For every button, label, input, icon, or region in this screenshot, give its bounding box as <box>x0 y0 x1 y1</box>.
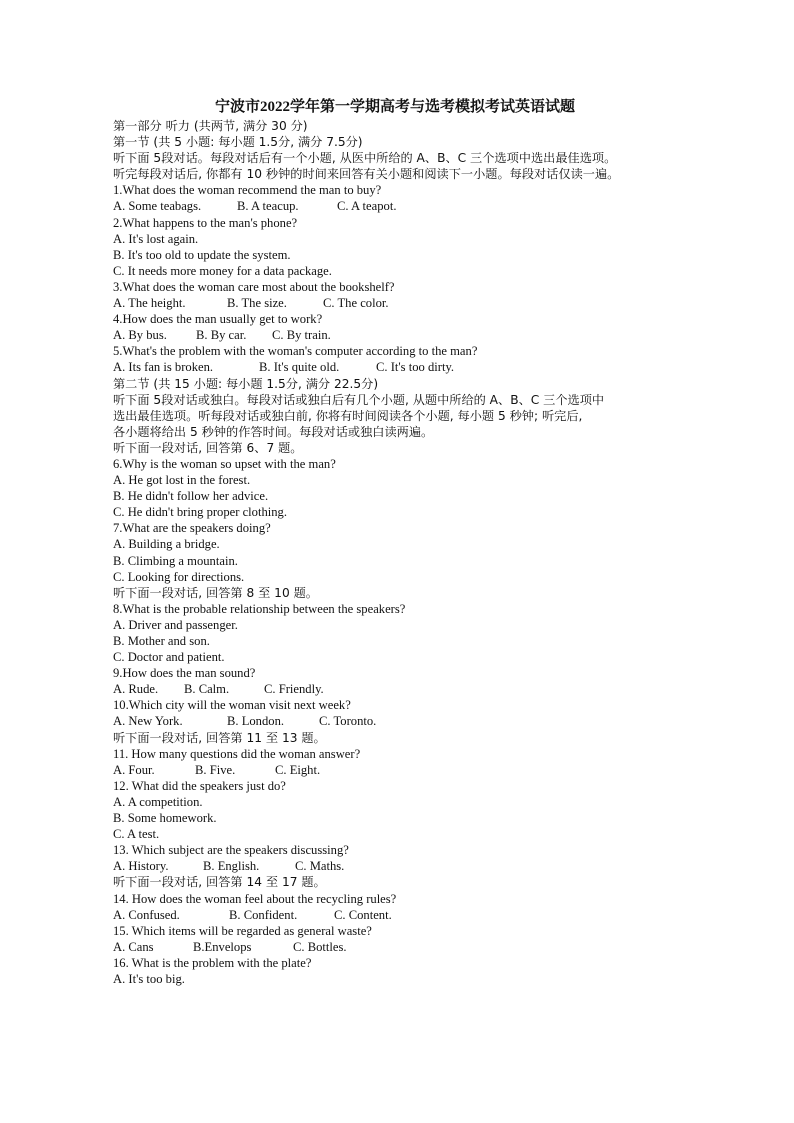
question-12: 12. What did the speakers just do? <box>113 778 286 793</box>
option: B. Mother and son. <box>113 634 210 648</box>
option: B. By car. <box>196 328 247 343</box>
question-11: 11. How many questions did the woman answer? <box>113 746 361 761</box>
option: B. A teacup. <box>237 199 299 214</box>
question-6: 6.Why is the woman so upset with the man? <box>113 456 336 471</box>
option: B. It's quite old. <box>259 360 340 375</box>
question-13: 13. Which subject are the speakers discussing? <box>113 843 349 858</box>
listen-instruction: 听下面一段对话, 回答第 14 至 17 题。 <box>113 875 326 890</box>
option: A. It's too big. <box>113 971 185 986</box>
option: C. It's too dirty. <box>376 360 455 375</box>
question-16: 16. What is the problem with the plate? <box>113 955 312 970</box>
option: A. Confused. <box>113 907 180 922</box>
question-1: 1.What does the woman recommend the man to buy? <box>113 183 382 198</box>
options-row <box>113 295 693 311</box>
option: A. Cans <box>113 939 154 954</box>
option: C. Looking for directions. <box>113 569 245 584</box>
option: A. It's lost again. <box>113 231 199 246</box>
option: B. English. <box>203 859 260 874</box>
question-3: 3.What does the woman care most about the bookshelf? <box>113 279 395 294</box>
option: A. Its fan is broken. <box>113 360 214 375</box>
option: A. Some teabags. <box>113 199 202 214</box>
option: C. Friendly. <box>264 682 324 697</box>
option: A. Building a bridge. <box>113 537 220 552</box>
option: C. Bottles. <box>293 939 347 954</box>
option: B. Calm. <box>184 682 230 697</box>
options-row <box>113 762 693 778</box>
instruction-line: 听下面 5段对话。每段对话后有一个小题, 从医中所给的 A、B、C 三个选项中选出最佳选项。 <box>113 151 617 166</box>
option: B. Climbing a mountain. <box>113 553 238 568</box>
instruction-line: 听完每段对话后, 你都有 10 秒钟的时间来回答有关小题和阅读下一小题。每段对话仅读一遍。 <box>113 167 620 182</box>
option: C. By train. <box>272 328 331 343</box>
section-heading: 第二节 (共 15 小题: 每小题 1.5分, 满分 22.5分) <box>113 376 379 391</box>
option: A. History. <box>113 859 169 874</box>
option: C. It needs more money for a data package. <box>113 263 332 278</box>
question-9: 9.How does the man sound? <box>113 666 256 681</box>
question-8: 8.What is the probable relationship between the speakers? <box>113 601 406 616</box>
option: C. Toronto. <box>319 714 377 729</box>
instruction-line: 各小题将给出 5 秒钟的作答时间。每段对话或独白读两遍。 <box>113 424 434 439</box>
question-5: 5.What's the problem with the woman's computer according to the man? <box>113 344 478 359</box>
instruction-line: 选出最佳选项。听每段对话或独白前, 你将有时间阅读各个小题, 每小题 5 秒钟; 听完后, <box>113 408 583 423</box>
question-15: 15. Which items will be regarded as general waste? <box>113 923 372 938</box>
option: B. Five. <box>195 762 236 777</box>
listen-instruction: 听下面一段对话, 回答第 8 至 10 题。 <box>113 585 318 600</box>
section-heading: 第一节 (共 5 小题: 每小题 1.5分, 满分 7.5分) <box>113 135 363 150</box>
option: B. London. <box>227 714 285 729</box>
option: A. Rude. <box>113 682 159 697</box>
options-row <box>113 858 693 874</box>
exam-title: 宁波市2022学年第一学期高考与选考模拟考试英语试题 <box>214 99 575 115</box>
exam-page <box>113 96 693 987</box>
question-14: 14. How does the woman feel about the recycling rules? <box>113 891 397 906</box>
instruction-line: 听下面 5段对话或独白。每段对话或独白后有几个小题, 从题中所给的 A、B、C 三个选项中 <box>113 392 605 407</box>
option: C. A teapot. <box>337 199 397 214</box>
options-row <box>113 359 693 375</box>
options-row <box>113 713 693 729</box>
option: B. Some homework. <box>113 811 217 826</box>
option: C. A test. <box>113 827 160 842</box>
options-row <box>113 681 693 697</box>
option: C. Maths. <box>295 859 345 874</box>
option: A. Four. <box>113 762 155 777</box>
option: A. By bus. <box>113 328 167 343</box>
option: A. A competition. <box>113 794 203 809</box>
option: A. He got lost in the forest. <box>113 473 251 488</box>
option: C. Eight. <box>275 762 321 777</box>
option: B.Envelops <box>193 939 252 954</box>
option: B. It's too old to update the system. <box>113 247 291 262</box>
options-row <box>113 198 693 214</box>
options-row <box>113 327 693 343</box>
option: A. The height. <box>113 296 186 311</box>
option: A. New York. <box>113 714 183 729</box>
option: A. Driver and passenger. <box>113 617 238 632</box>
option: C. The color. <box>323 296 389 311</box>
options-row <box>113 907 693 923</box>
question-4: 4.How does the man usually get to work? <box>113 312 323 327</box>
question-10: 10.Which city will the woman visit next week? <box>113 698 351 713</box>
options-row <box>113 939 693 955</box>
option: B. He didn't follow her advice. <box>113 489 269 504</box>
option: B. Confident. <box>229 907 298 922</box>
question-7: 7.What are the speakers doing? <box>113 521 271 536</box>
question-2: 2.What happens to the man's phone? <box>113 215 298 230</box>
option: C. Doctor and patient. <box>113 650 225 665</box>
option: C. Content. <box>334 907 392 922</box>
listen-instruction: 听下面一段对话, 回答第 6、7 题。 <box>113 440 303 455</box>
listen-instruction: 听下面一段对话, 回答第 11 至 13 题。 <box>113 730 326 745</box>
option: C. He didn't bring proper clothing. <box>113 505 288 520</box>
option: B. The size. <box>227 296 287 311</box>
part-heading: 第一部分 听力 (共两节, 满分 30 分) <box>113 119 308 133</box>
